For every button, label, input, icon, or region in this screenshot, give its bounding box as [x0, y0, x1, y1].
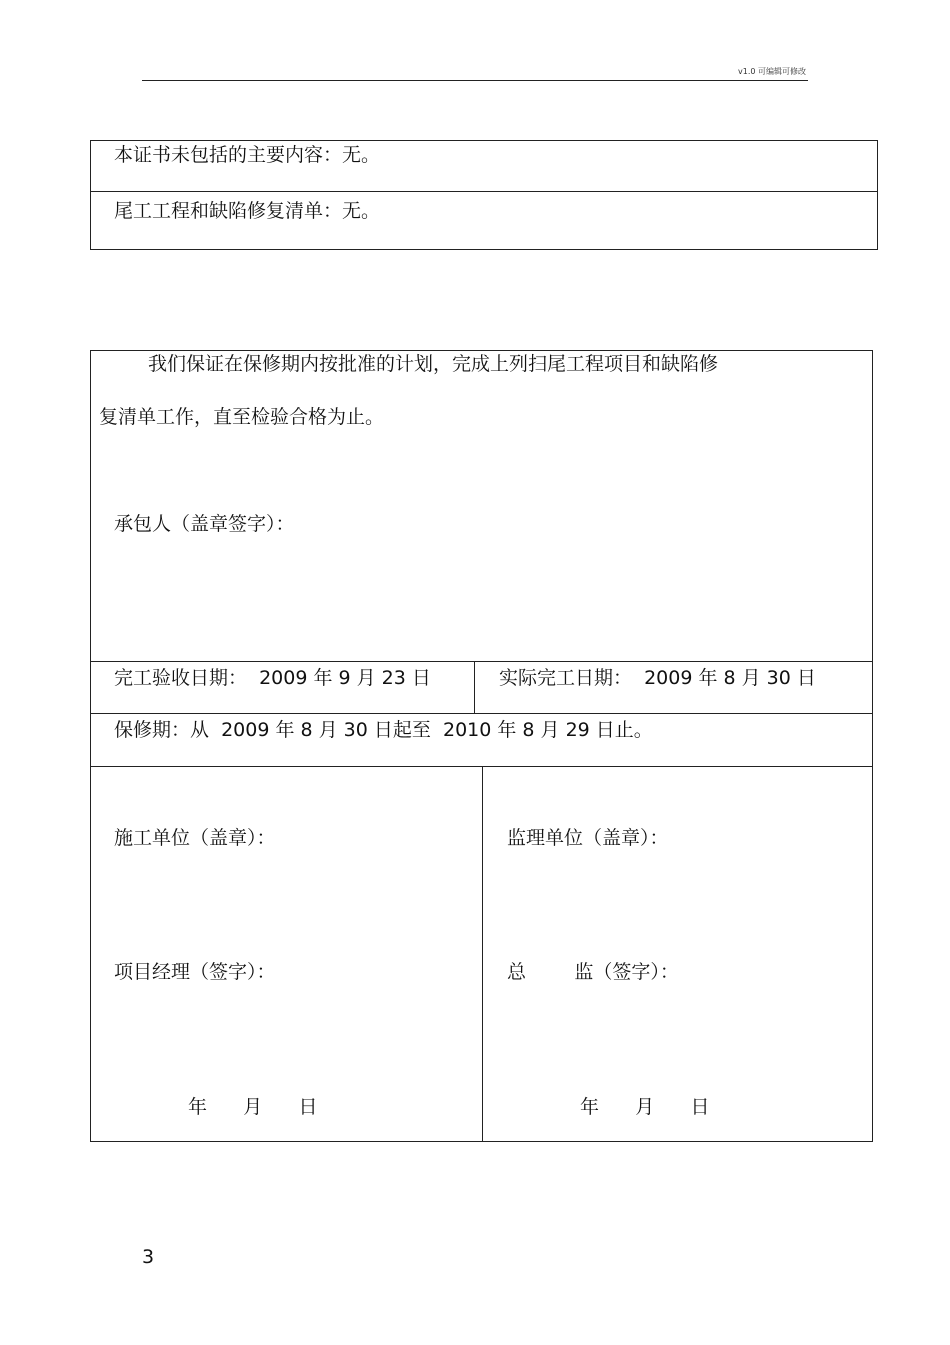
signature-column-divider	[482, 766, 483, 1142]
construction-unit-label: 施工单位（盖章）：	[114, 827, 276, 849]
punch-list-text: 尾工工程和缺陷修复清单：无。	[114, 200, 381, 222]
dates-column-divider	[474, 661, 475, 713]
chief-supervisor-label: 总 监（签字）：	[507, 961, 679, 983]
project-manager-label: 项目经理（签字）：	[114, 961, 276, 983]
warranty-table-divider-2	[90, 713, 873, 714]
guarantee-text-line-2: 复清单工作，直至检验合格为止。	[99, 406, 385, 428]
warranty-period-text: 保修期：从 2009 年 8 月 30 日起至 2010 年 8 月 29 日止。	[114, 719, 653, 741]
summary-table-divider	[90, 191, 878, 192]
completion-acceptance-date: 完工验收日期： 2009 年 9 月 23 日	[114, 667, 431, 689]
header-rule	[142, 80, 808, 81]
supervision-unit-label: 监理单位（盖章）：	[507, 827, 669, 849]
right-date-line: 年 月 日	[580, 1096, 710, 1118]
page-number: 3	[142, 1246, 155, 1268]
excluded-content-text: 本证书未包括的主要内容：无。	[114, 144, 381, 166]
warranty-table-divider-1	[90, 661, 873, 662]
version-note: v1.0 可编辑可修改	[738, 67, 806, 76]
guarantee-text-line-1: 我们保证在保修期内按批准的计划，完成上列扫尾工程项目和缺陷修	[148, 353, 719, 375]
left-date-line: 年 月 日	[188, 1096, 318, 1118]
actual-completion-date: 实际完工日期： 2009 年 8 月 30 日	[499, 667, 816, 689]
contractor-signature-label: 承包人（盖章签字）：	[114, 513, 295, 535]
